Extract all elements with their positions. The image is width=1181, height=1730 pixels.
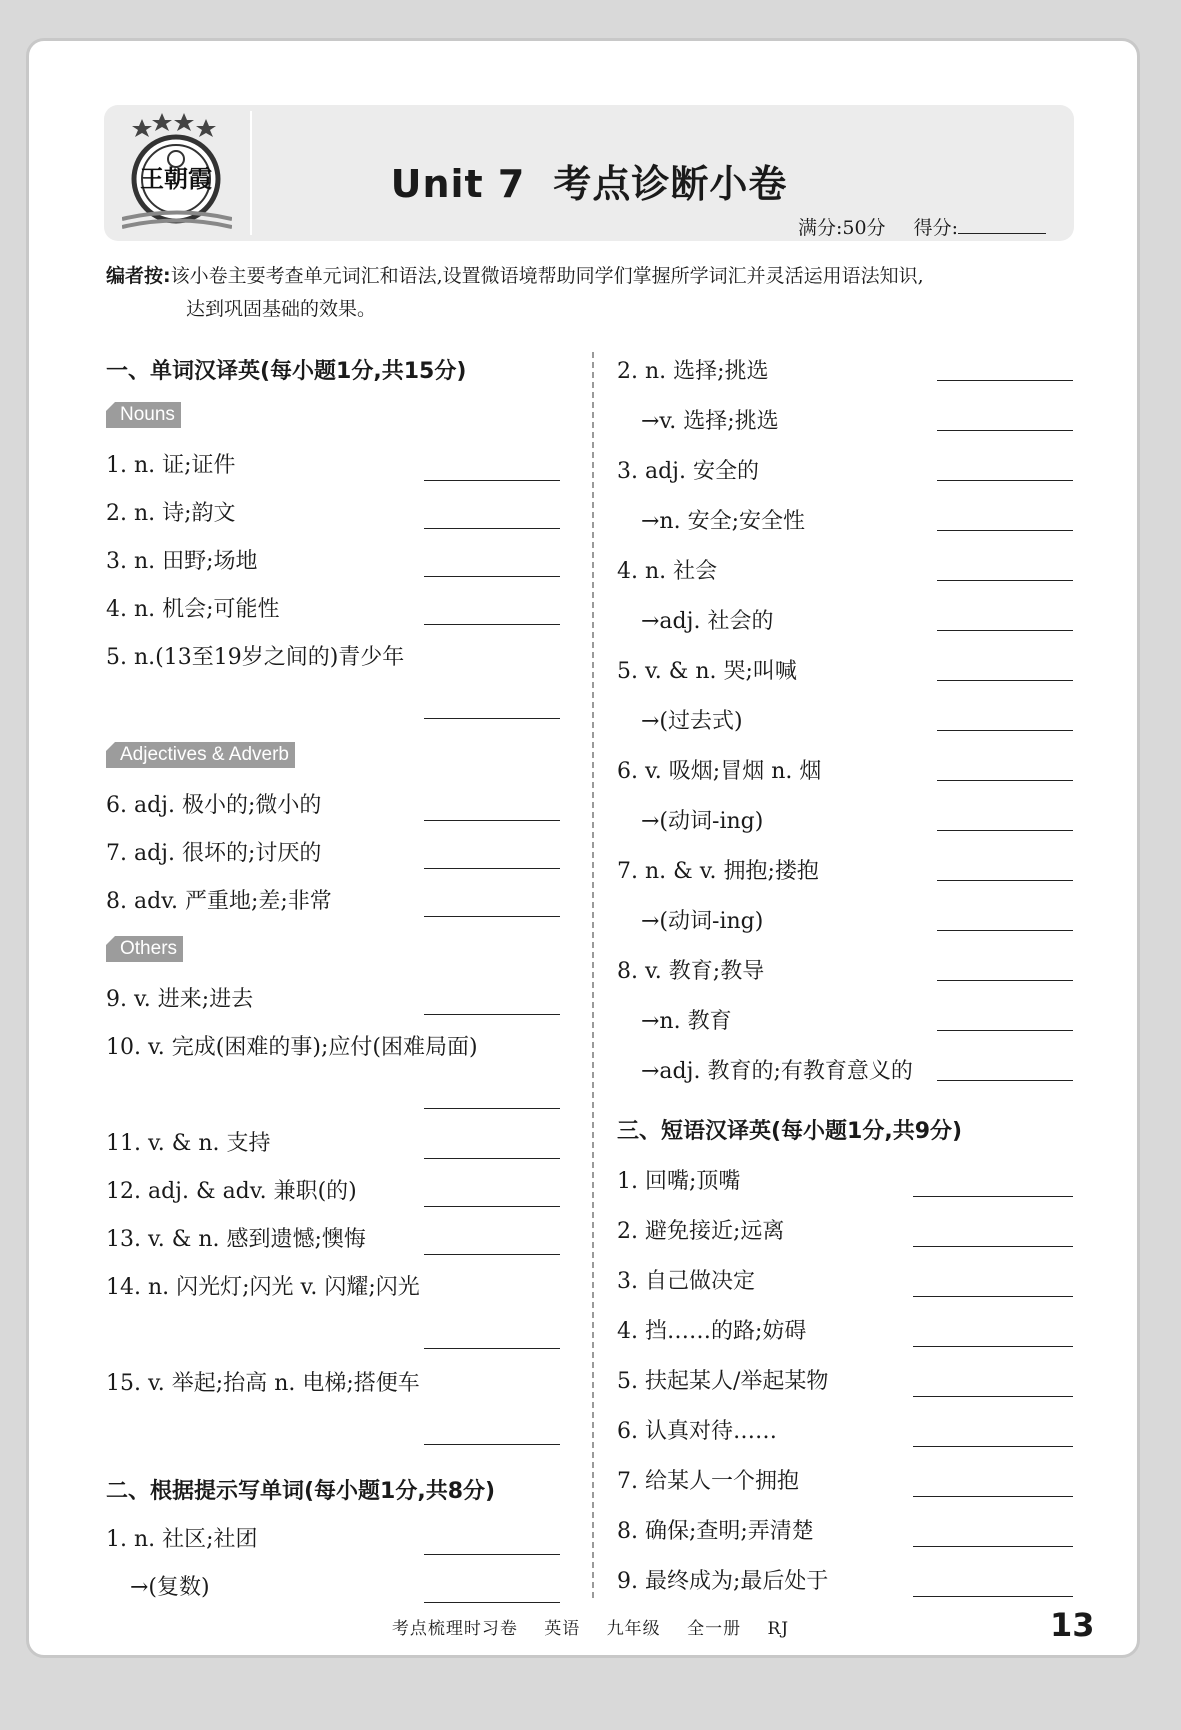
note-label: 编者按:	[106, 265, 171, 287]
s2-item-8c: →adj. 教育的;有教育意义的	[641, 1059, 913, 1084]
s1-answer-6[interactable]	[424, 820, 560, 821]
s3-item-5: 5. 扶起某人/举起某物	[617, 1369, 829, 1394]
score-label: 得分:	[913, 217, 958, 239]
s1-item-13: 13. v. & n. 感到遗憾;懊悔	[106, 1227, 366, 1252]
header-banner	[104, 105, 1074, 241]
editor-note	[106, 260, 1076, 326]
s3-answer-7[interactable]	[913, 1496, 1073, 1497]
s1-item-11: 11. v. & n. 支持	[106, 1131, 271, 1156]
s2-answer-4b[interactable]	[937, 630, 1073, 631]
footer-subject: 英语	[544, 1619, 581, 1639]
s2-answer-7b[interactable]	[937, 930, 1073, 931]
s1-item-12: 12. adj. & adv. 兼职(的)	[106, 1179, 357, 1204]
s2-answer-6[interactable]	[937, 780, 1073, 781]
s2-item-3: 3. adj. 安全的	[617, 459, 759, 484]
s1-answer-15[interactable]	[424, 1444, 560, 1445]
s2-item-8b: →n. 教育	[641, 1009, 732, 1034]
s2-item-6: 6. v. 吸烟;冒烟 n. 烟	[617, 759, 822, 784]
s3-answer-8[interactable]	[913, 1546, 1073, 1547]
s1-item-3: 3. n. 田野;场地	[106, 549, 258, 574]
s3-item-9: 9. 最终成为;最后处于	[617, 1569, 829, 1594]
s2-answer-5b[interactable]	[937, 730, 1073, 731]
s3-item-1: 1. 回嘴;顶嘴	[617, 1169, 741, 1194]
s1-item-4: 4. n. 机会;可能性	[106, 597, 280, 622]
s3-answer-9[interactable]	[913, 1596, 1073, 1597]
quiz-title: 考点诊断小卷	[553, 162, 788, 206]
s3-item-6: 6. 认真对待……	[617, 1419, 777, 1444]
s3-answer-5[interactable]	[913, 1396, 1073, 1397]
s1-answer-12[interactable]	[424, 1206, 560, 1207]
s3-answer-4[interactable]	[913, 1346, 1073, 1347]
section2-title: 二、根据提示写单词(每小题1分,共8分)	[106, 1479, 496, 1504]
s2-answer-3[interactable]	[937, 480, 1073, 481]
unit-label: Unit 7	[390, 162, 526, 206]
s1-item-10: 10. v. 完成(困难的事);应付(困难局面)	[106, 1035, 478, 1060]
full-score: 满分:50分	[797, 217, 886, 239]
s2-item-5b: →(过去式)	[641, 709, 743, 734]
s1-item-9: 9. v. 进来;进去	[106, 987, 254, 1012]
s3-item-8: 8. 确保;查明;弄清楚	[617, 1519, 814, 1544]
section3-title: 三、短语汉译英(每小题1分,共9分)	[617, 1119, 963, 1144]
s2-answer-7[interactable]	[937, 880, 1073, 881]
s1-answer-5[interactable]	[424, 718, 560, 719]
s1-answer-8[interactable]	[424, 916, 560, 917]
s2-answer-5[interactable]	[937, 680, 1073, 681]
s1-answer-9[interactable]	[424, 1014, 560, 1015]
s2-item-1-plural: →(复数)	[130, 1575, 210, 1600]
s1-answer-2[interactable]	[424, 528, 560, 529]
tag-nouns: Nouns	[106, 402, 181, 428]
s1-answer-13[interactable]	[424, 1254, 560, 1255]
s1-item-8: 8. adv. 严重地;差;非常	[106, 889, 332, 914]
page-number: 13	[1050, 1606, 1095, 1644]
s2-answer-8[interactable]	[937, 980, 1073, 981]
s2-answer-8b[interactable]	[937, 1030, 1073, 1031]
s2-item-6b: →(动词-ing)	[641, 809, 764, 834]
s1-answer-14[interactable]	[424, 1348, 560, 1349]
s1-item-14: 14. n. 闪光灯;闪光 v. 闪耀;闪光	[106, 1275, 420, 1300]
score-input[interactable]	[958, 217, 1046, 234]
s3-answer-6[interactable]	[913, 1446, 1073, 1447]
s2-answer-2[interactable]	[937, 380, 1073, 381]
footer-volume: 全一册	[687, 1619, 742, 1639]
s2-item-2: 2. n. 选择;挑选	[617, 359, 769, 384]
page-footer	[0, 1614, 1181, 1639]
s2-answer-1[interactable]	[424, 1554, 560, 1555]
s1-item-7: 7. adj. 很坏的;讨厌的	[106, 841, 322, 866]
s2-item-7b: →(动词-ing)	[641, 909, 764, 934]
s2-answer-4[interactable]	[937, 580, 1073, 581]
s2-answer-1b[interactable]	[424, 1602, 560, 1603]
s2-item-8: 8. v. 教育;教导	[617, 959, 765, 984]
s2-item-5: 5. v. & n. 哭;叫喊	[617, 659, 797, 684]
svg-text:王朝霞: 王朝霞	[140, 164, 212, 193]
s2-item-4b: →adj. 社会的	[641, 609, 774, 634]
note-line-2: 达到巩固基础的效果。	[186, 298, 377, 320]
note-line-1: 该小卷主要考查单元词汇和语法,设置微语境帮助同学们掌握所学词汇并灵活运用语法知识,	[170, 265, 924, 287]
s3-item-3: 3. 自己做决定	[617, 1269, 755, 1294]
s2-answer-6b[interactable]	[937, 830, 1073, 831]
s1-item-5: 5. n.(13至19岁之间的)青少年	[106, 645, 405, 670]
s1-answer-11[interactable]	[424, 1158, 560, 1159]
page-title	[104, 153, 1074, 208]
s2-answer-2b[interactable]	[937, 430, 1073, 431]
s2-item-4: 4. n. 社会	[617, 559, 718, 584]
s1-answer-4[interactable]	[424, 624, 560, 625]
s1-item-1: 1. n. 证;证件	[106, 453, 236, 478]
s1-answer-1[interactable]	[424, 480, 560, 481]
s2-answer-8c[interactable]	[937, 1080, 1073, 1081]
s1-answer-7[interactable]	[424, 868, 560, 869]
s3-answer-1[interactable]	[913, 1196, 1073, 1197]
s3-item-2: 2. 避免接近;远离	[617, 1219, 785, 1244]
s2-item-3b: →n. 安全;安全性	[641, 509, 806, 534]
s2-item-2b: →v. 选择;挑选	[641, 409, 779, 434]
tag-others: Others	[106, 936, 183, 962]
column-divider	[592, 352, 594, 1598]
s1-item-15: 15. v. 举起;抬高 n. 电梯;搭便车	[106, 1371, 420, 1396]
s1-item-2: 2. n. 诗;韵文	[106, 501, 236, 526]
footer-grade: 九年级	[606, 1619, 661, 1639]
footer-edition: RJ	[767, 1619, 790, 1639]
s1-item-6: 6. adj. 极小的;微小的	[106, 793, 322, 818]
s3-item-7: 7. 给某人一个拥抱	[617, 1469, 799, 1494]
section1-title: 一、单词汉译英(每小题1分,共15分)	[106, 359, 467, 384]
tag-adjectives-adverb: Adjectives & Adverb	[106, 742, 295, 768]
s2-item-7: 7. n. & v. 拥抱;搂抱	[617, 859, 819, 884]
s2-answer-3b[interactable]	[937, 530, 1073, 531]
s3-answer-2[interactable]	[913, 1246, 1073, 1247]
score-line	[798, 213, 1046, 240]
footer-book: 考点梳理时习卷	[391, 1619, 518, 1639]
s1-answer-10[interactable]	[424, 1108, 560, 1109]
s2-item-1: 1. n. 社区;社团	[106, 1527, 258, 1552]
s3-answer-3[interactable]	[913, 1296, 1073, 1297]
s1-answer-3[interactable]	[424, 576, 560, 577]
s3-item-4: 4. 挡……的路;妨碍	[617, 1319, 807, 1344]
